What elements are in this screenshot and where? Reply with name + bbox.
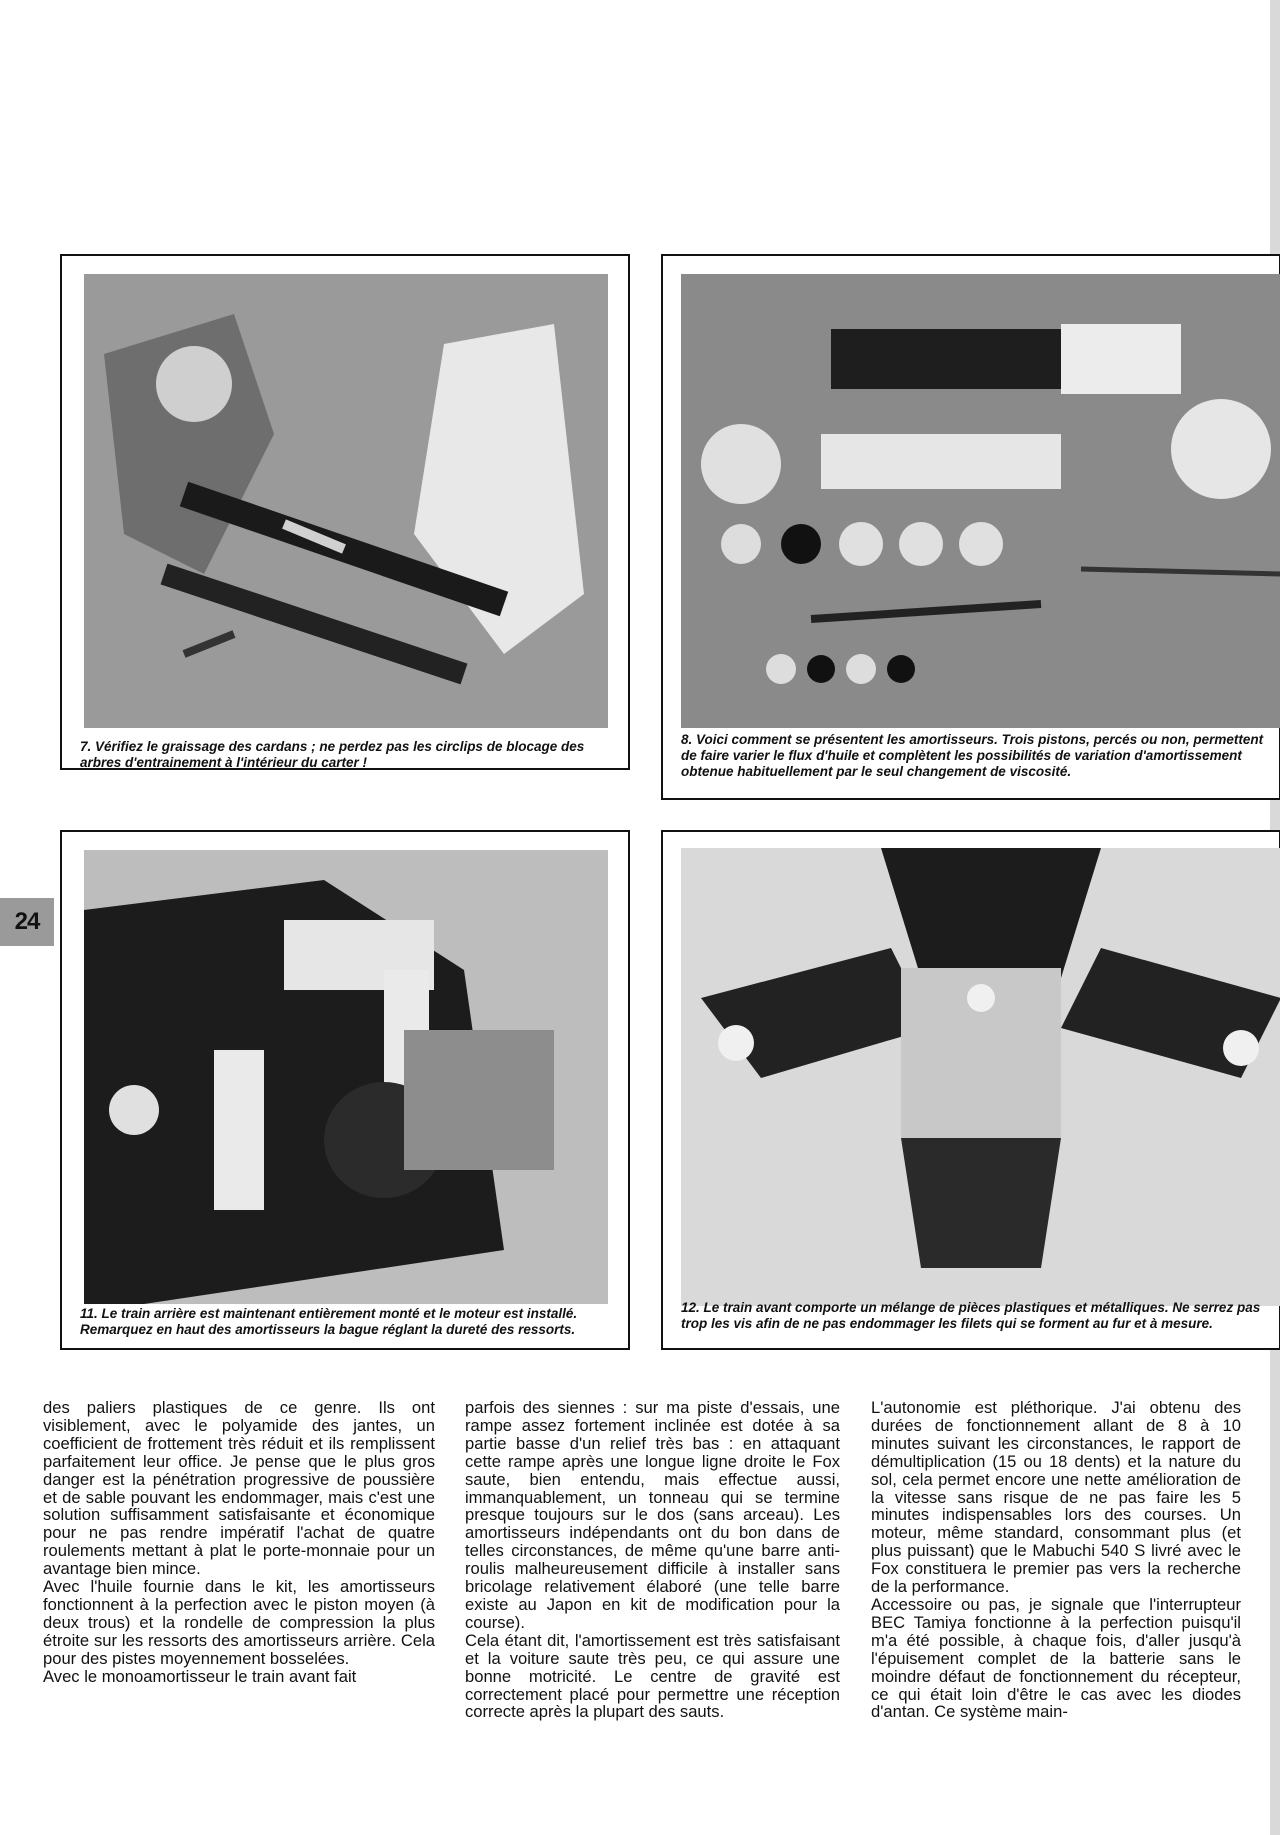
page-number: 24 [0, 898, 54, 946]
rear-train-motor-icon [84, 850, 608, 1304]
col3-paragraph: Accessoire ou pas, je signale que l'interrupteur BEC Tamiya fonctionne à la perfection puisqu'il m'a été possible, à chaque fois, d'aller jusqu'à l'épuisement complet de la batterie sans le moindre défaut de fonctionnement du récepteur, ce qui était loin d'être le cas avec les diodes d'antan. Ce système main- [871, 1594, 1241, 1722]
col2-paragraph: Cela étant dit, l'amortissement est très satisfaisant et la voiture saute très peu, ce qui assure une bonne motricité. Le centre de gravité est correctement placé pour permettre une réception correcte après la plupart des sauts. [465, 1630, 840, 1722]
article-column-2 [465, 1399, 840, 1721]
figure-12-panel [661, 830, 1280, 1350]
figure-11-caption: 11. Le train arrière est maintenant entièrement monté et le moteur est installé. Remarquez en haut des amortisseurs la bague réglant la dureté des ressorts. [80, 1306, 578, 1337]
figure-7-panel [60, 254, 630, 770]
figure-7-photo [84, 274, 608, 728]
col1-paragraph: Avec l'huile fournie dans le kit, les amortisseurs fonctionnent à la perfection avec le piston moyen (à deux trous) et la rondelle de compression la plus étroite sur les ressorts des amortisseurs arrière. Cela pour des pistes moyennement bosselées. [43, 1577, 435, 1668]
figure-8-panel [661, 254, 1280, 800]
article-column-1 [43, 1399, 435, 1686]
figure-11-panel [60, 830, 630, 1350]
shock-absorber-parts-icon [681, 274, 1280, 728]
col1-paragraph: Avec le monoamortisseur le train avant fait [43, 1666, 357, 1686]
col3-paragraph: L'autonomie est pléthorique. J'ai obtenu des durées de fonctionnement allant de 8 à 10 minutes suivant les circonstances, le rapport de démultiplication (15 ou 18 dents) et la nature du sol, cela permet encore une nette amélioration de la vitesse sans risque de ne pas faire les 5 minutes indispensables lors des courses. Un moteur, même standard, consommant plus (et plus puissant) que le Mabuchi 540 S livré avec le Fox constituera le premier pas vers la recherche de la performance. [871, 1398, 1241, 1597]
figure-11-photo [84, 850, 608, 1304]
figure-12-caption: 12. Le train avant comporte un mélange de pièces plastiques et métalliques. Ne serrez pas trop les vis afin de ne pas endommager les filets qui se forment au fur et à mesure. [681, 1300, 1261, 1331]
figure-7-caption: 7. Vérifiez le graissage des cardans ; ne perdez pas les circlips de blocage des arbres d'entrainement à l'intérieur du carter ! [80, 739, 585, 770]
front-train-icon [681, 848, 1280, 1306]
figure-12-photo [681, 848, 1280, 1306]
col2-paragraph: parfois des siennes : sur ma piste d'essais, une rampe assez fortement inclinée est dotée à sa partie basse d'un relief très bas : en attaquant cette rampe après une longue ligne droite le Fox saute, bien entendu, mais effectue aussi, immanquablement, un tonneau qui se termine presque toujours sur le dos (sans arceau). Les amortisseurs indépendants ont du bon dans de telles circonstances, de même qu'une barre anti-roulis malheureusement difficile à installer sans bricolage relativement élaboré (une telle barre existe au Japon en kit de modification pour la course). [465, 1398, 840, 1632]
figure-8-photo [681, 274, 1280, 728]
gearbox-cardan-icon [84, 274, 608, 728]
article-column-3 [871, 1399, 1241, 1721]
figure-8-caption: 8. Voici comment se présentent les amortisseurs. Trois pistons, percés ou non, permettent de faire varier le flux d'huile et complètent les possibilités de variation d'amortissement obtenue habituellement par le seul changement de viscosité. [681, 732, 1264, 779]
col1-paragraph: des paliers plastiques de ce genre. Ils ont visiblement, avec le polyamide des jantes, un coefficient de frottement très réduit et ils remplissent parfaitement leur office. Je pense que le plus gros danger est la pénétration progressive de poussière et de sable pouvant les endommager, mais c'est une solution suffisamment satisfaisante et économique pour ne pas rendre impératif l'achat de quatre roulements mettant à plat le porte-monnaie pour un avantage bien mince. [43, 1398, 435, 1579]
